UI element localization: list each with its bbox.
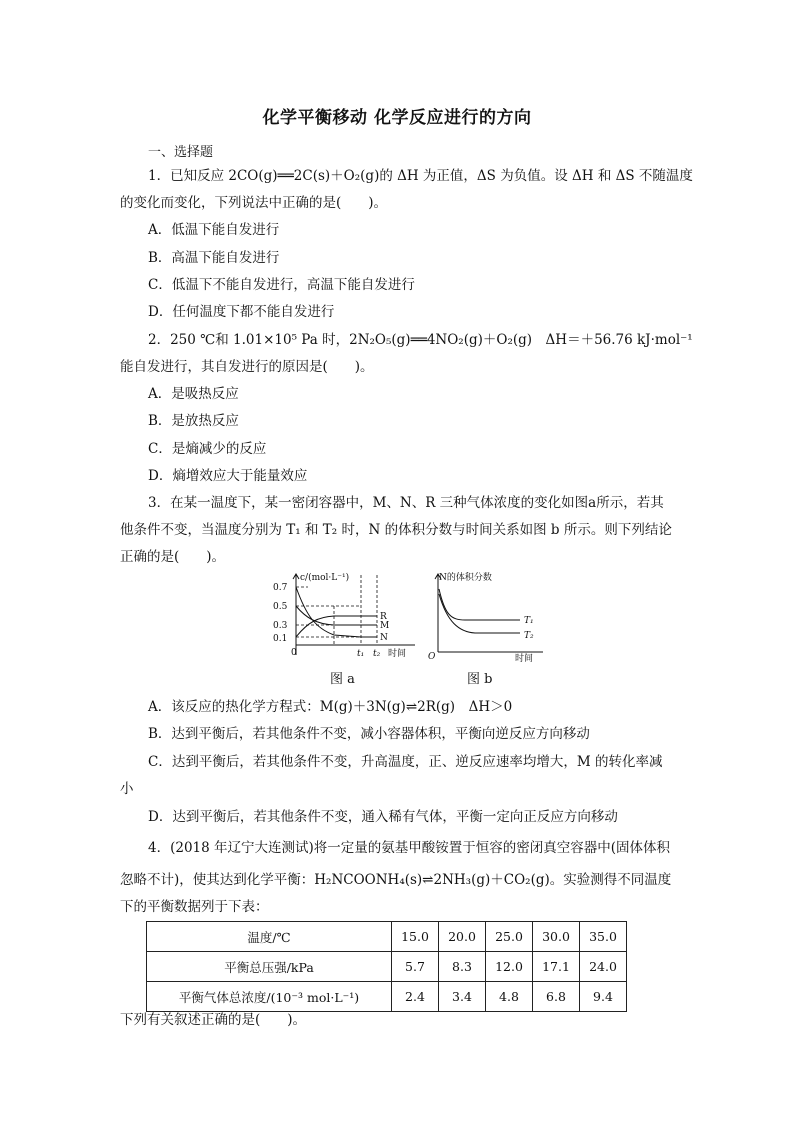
- table-cell: 9.4: [580, 982, 627, 1012]
- fig-a-series-r: R: [380, 612, 387, 622]
- row-label: 平衡总压强/kPa: [147, 952, 392, 982]
- equilibrium-data-table: [146, 921, 627, 1012]
- q1-stem-line1: 1．已知反应 2CO(g)══2C(s)＋O₂(g)的 ΔH 为正值，ΔS 为负值。设 ΔH 和 ΔS 不随温度: [148, 168, 693, 184]
- table-cell: 5.7: [392, 952, 439, 982]
- fig-a-series-m: M: [380, 621, 390, 631]
- q2-option-b: B．是放热反应: [148, 413, 239, 429]
- fig-b-series-t2: T₂: [524, 631, 534, 641]
- table-cell: 15.0: [392, 922, 439, 952]
- q2-option-d: D．熵增效应大于能量效应: [148, 468, 308, 484]
- q2-option-a: A．是吸热反应: [148, 386, 239, 402]
- page-title: 化学平衡移动 化学反应进行的方向: [262, 108, 532, 128]
- fig-b-ylabel: N的体积分数: [439, 573, 492, 583]
- figure-a-caption: 图 a: [330, 672, 355, 687]
- table-cell: 30.0: [533, 922, 580, 952]
- figure-a-chart: [270, 570, 420, 665]
- fig-a-ytick-05: 0.5: [273, 602, 288, 612]
- q2-stem-line1: 2．250 ℃和 1.01×10⁵ Pa 时，2N₂O₅(g)══4NO₂(g)＋O₂(g) ΔH＝＋56.76 kJ·mol⁻¹: [148, 332, 693, 348]
- q4-stem-line1: 4．(2018 年辽宁大连测试)将一定量的氨基甲酸铵置于恒容的密闭真空容器中(固体体积: [148, 840, 671, 856]
- section-heading: 一、选择题: [148, 145, 214, 160]
- table-row: [147, 952, 627, 982]
- fig-a-ylabel: c/(mol·L⁻¹): [300, 573, 350, 583]
- table-cell: 3.4: [439, 982, 486, 1012]
- q3-option-d: D．达到平衡后，若其他条件不变，通入稀有气体，平衡一定向正反应方向移动: [148, 809, 618, 825]
- q4-stem-line2: 忽略不计)，使其达到化学平衡：H₂NCOONH₄(s)⇌2NH₃(g)＋CO₂(g)。实验测得不同温度: [120, 872, 672, 888]
- q1-stem-line2: 的变化而变化，下列说法中正确的是( )。: [120, 195, 388, 211]
- q4-after-table: 下列有关叙述正确的是( )。: [120, 1012, 307, 1028]
- fig-b-xlabel: 时间: [515, 654, 534, 664]
- table-row: [147, 922, 627, 952]
- table-cell: 6.8: [533, 982, 580, 1012]
- table-cell: 35.0: [580, 922, 627, 952]
- fig-a-ytick-07: 0.7: [273, 583, 288, 593]
- q1-option-b: B．高温下能自发进行: [148, 250, 280, 266]
- fig-a-xtick-t2: t₂: [373, 649, 381, 659]
- q1-option-d: D．任何温度下都不能自发进行: [148, 304, 335, 320]
- fig-b-origin: O: [428, 652, 436, 662]
- fig-b-curve-t1: [439, 589, 520, 620]
- q2-stem-line2: 能自发进行，其自发进行的原因是( )。: [120, 359, 374, 375]
- q2-option-c: C．是熵减少的反应: [148, 441, 267, 457]
- fig-a-ytick-03: 0.3: [273, 621, 288, 631]
- fig-a-origin: 0: [291, 648, 297, 658]
- q3-stem-line1: 3．在某一温度下，某一密闭容器中，M、N、R 三种气体浓度的变化如图a所示，若其: [148, 495, 664, 511]
- q1-option-a: A．低温下能自发进行: [148, 222, 280, 238]
- table-row: [147, 982, 627, 1012]
- table-cell: 20.0: [439, 922, 486, 952]
- table-cell: 8.3: [439, 952, 486, 982]
- fig-a-xlabel: 时间: [388, 649, 407, 659]
- q3-option-c-cont: 小: [120, 781, 134, 797]
- table-cell: 4.8: [486, 982, 533, 1012]
- table-cell: 17.1: [533, 952, 580, 982]
- figure-b-chart: [425, 570, 550, 665]
- fig-a-curve-n: [296, 587, 377, 637]
- table-cell: 2.4: [392, 982, 439, 1012]
- table-cell: 12.0: [486, 952, 533, 982]
- q3-option-c: C．达到平衡后，若其他条件不变，升高温度，正、逆反应速率均增大，M 的转化率减: [148, 754, 663, 770]
- q3-stem-line2: 他条件不变，当温度分别为 T₁ 和 T₂ 时，N 的体积分数与时间关系如图 b 所示。则下列结论: [120, 522, 672, 538]
- table-cell: 24.0: [580, 952, 627, 982]
- fig-b-curve-t2: [439, 594, 520, 633]
- fig-b-series-t1: T₁: [524, 616, 534, 626]
- row-label: 平衡气体总浓度/(10⁻³ mol·L⁻¹): [147, 982, 392, 1012]
- fig-a-ytick-01: 0.1: [273, 634, 288, 644]
- fig-a-series-n: N: [380, 633, 388, 643]
- q4-stem-line3: 下的平衡数据列于下表：: [120, 899, 269, 915]
- q3-option-a: A．该反应的热化学方程式：M(g)＋3N(g)⇌2R(g) ΔH＞0: [148, 699, 513, 715]
- table-cell: 25.0: [486, 922, 533, 952]
- figure-b-caption: 图 b: [467, 672, 493, 687]
- q3-stem-line3: 正确的是( )。: [120, 549, 226, 565]
- fig-a-curve-r: [296, 616, 377, 637]
- q1-option-c: C．低温下不能自发进行，高温下能自发进行: [148, 277, 415, 293]
- q3-option-b: B．达到平衡后，若其他条件不变，减小容器体积，平衡向逆反应方向移动: [148, 726, 590, 742]
- fig-a-xtick-t1: t₁: [357, 649, 365, 659]
- row-label: 温度/℃: [147, 922, 392, 952]
